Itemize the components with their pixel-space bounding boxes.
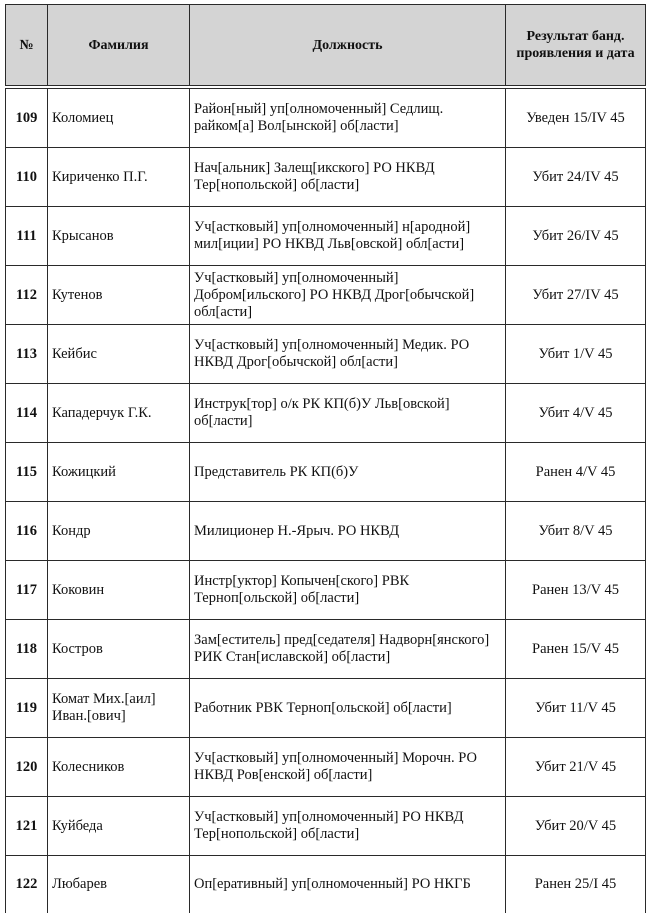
table-row [6,266,646,325]
row-number: 118 [6,620,48,679]
row-result: Убит 21/V 45 [506,738,646,797]
row-position: Работник РВК Терноп[ольской] об[ласти] [190,679,506,738]
row-surname: Костров [48,620,190,679]
row-number: 109 [6,87,48,148]
row-result: Убит 4/V 45 [506,384,646,443]
table-header-row [6,5,646,88]
casualty-table [5,4,646,913]
row-position: Уч[астковый] уп[олномоченный] н[ародной] мил[иции] РО НКВД Льв[овской] обл[асти] [190,207,506,266]
row-result: Ранен 15/V 45 [506,620,646,679]
row-surname: Кейбис [48,325,190,384]
row-surname: Кападерчук Г.К. [48,384,190,443]
row-number: 110 [6,148,48,207]
row-result: Уведен 15/IV 45 [506,87,646,148]
row-number: 112 [6,266,48,325]
header-surname: Фамилия [48,5,190,88]
table-row [6,384,646,443]
row-result: Убит 24/IV 45 [506,148,646,207]
row-position: Представитель РК КП(б)У [190,443,506,502]
row-result: Убит 8/V 45 [506,502,646,561]
table-row [6,679,646,738]
row-number: 122 [6,856,48,914]
row-number: 116 [6,502,48,561]
row-number: 113 [6,325,48,384]
row-surname: Комат Мих.[аил] Иван.[ович] [48,679,190,738]
table-row [6,148,646,207]
header-result: Результат банд. проявления и дата [506,5,646,88]
row-surname: Любарев [48,856,190,914]
row-position: Уч[астковый] уп[олномоченный] РО НКВД Тер[нопольской] об[ласти] [190,797,506,856]
row-position: Оп[еративный] уп[олномоченный] РО НКГБ [190,856,506,914]
row-surname: Кондр [48,502,190,561]
row-number: 114 [6,384,48,443]
row-surname: Кожицкий [48,443,190,502]
row-surname: Коломиец [48,87,190,148]
table-row [6,856,646,914]
row-position: Район[ный] уп[олномоченный] Седлищ. райком[а] Вол[ынской] об[ласти] [190,87,506,148]
row-result: Ранен 13/V 45 [506,561,646,620]
row-result: Ранен 4/V 45 [506,443,646,502]
table-row [6,738,646,797]
table-row [6,443,646,502]
row-position: Нач[альник] Залещ[икского] РО НКВД Тер[нопольской] об[ласти] [190,148,506,207]
row-number: 120 [6,738,48,797]
row-position: Зам[еститель] пред[седателя] Надворн[янского] РИК Стан[иславской] об[ласти] [190,620,506,679]
table-row [6,502,646,561]
row-number: 111 [6,207,48,266]
row-position: Уч[астковый] уп[олномоченный] Добром[ильского] РО НКВД Дрог[обычской] обл[асти] [190,266,506,325]
row-surname: Колесников [48,738,190,797]
row-surname: Куйбеда [48,797,190,856]
row-position: Уч[астковый] уп[олномоченный] Медик. РО НКВД Дрог[обычской] обл[асти] [190,325,506,384]
header-number: № [6,5,48,88]
row-result: Убит 27/IV 45 [506,266,646,325]
row-result: Убит 1/V 45 [506,325,646,384]
table-row [6,207,646,266]
row-surname: Крысанов [48,207,190,266]
row-number: 119 [6,679,48,738]
table-row [6,797,646,856]
row-surname: Кириченко П.Г. [48,148,190,207]
table-row [6,325,646,384]
row-position: Милиционер Н.-Ярыч. РО НКВД [190,502,506,561]
row-result: Убит 11/V 45 [506,679,646,738]
row-number: 121 [6,797,48,856]
row-result: Убит 20/V 45 [506,797,646,856]
row-result: Убит 26/IV 45 [506,207,646,266]
table-row [6,620,646,679]
header-position: Должность [190,5,506,88]
row-position: Инстр[уктор] Копычен[ского] РВК Терноп[ольской] об[ласти] [190,561,506,620]
row-number: 117 [6,561,48,620]
table-row [6,561,646,620]
document-page [5,4,646,913]
row-position: Инструк[тор] о/к РК КП(б)У Льв[овской] об[ласти] [190,384,506,443]
row-surname: Коковин [48,561,190,620]
row-position: Уч[астковый] уп[олномоченный] Морочн. РО НКВД Ров[енской] об[ласти] [190,738,506,797]
row-surname: Кутенов [48,266,190,325]
row-result: Ранен 25/I 45 [506,856,646,914]
row-number: 115 [6,443,48,502]
table-row [6,87,646,148]
